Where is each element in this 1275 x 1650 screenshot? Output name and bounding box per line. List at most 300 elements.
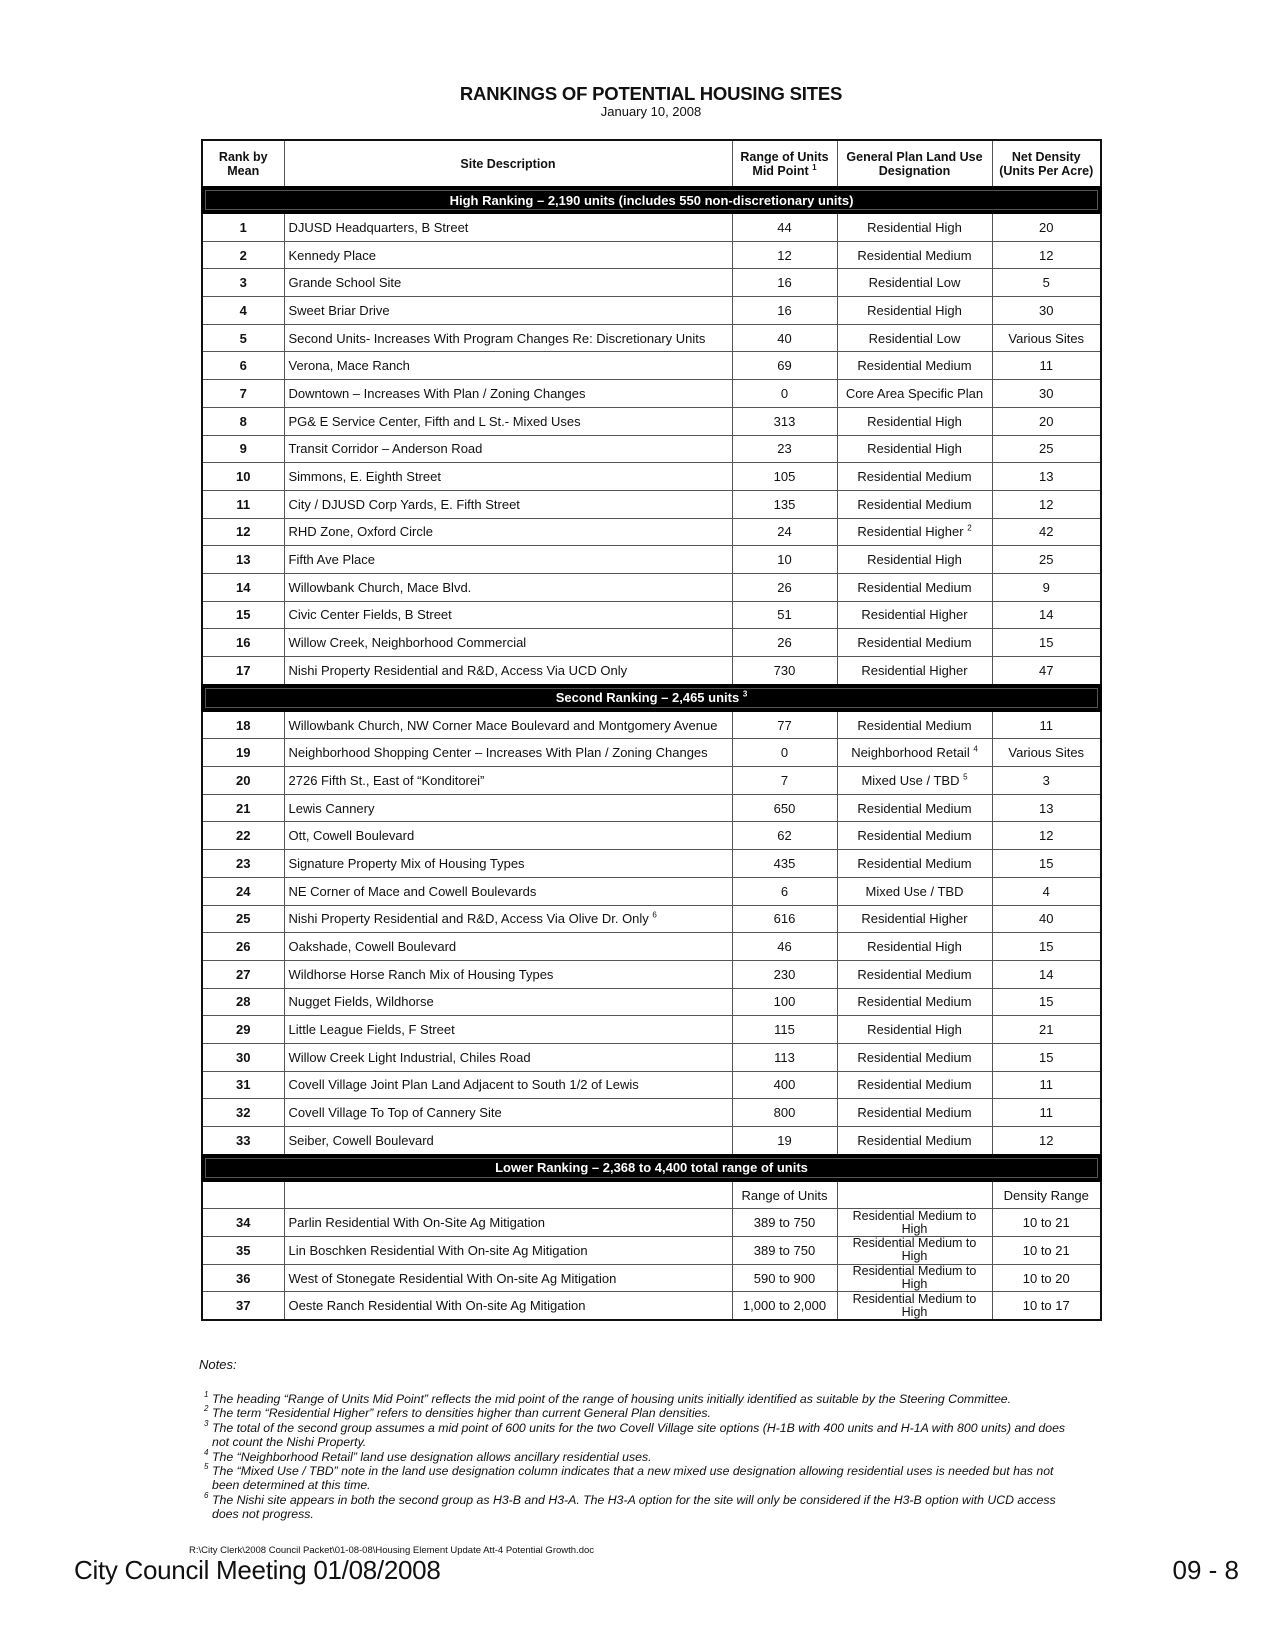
density-cell: 9 — [992, 573, 1101, 601]
land-use-text: Residential High — [867, 302, 962, 318]
table-row — [202, 988, 1101, 1016]
subheader-row — [202, 1181, 1101, 1209]
land-use-cell — [837, 657, 992, 685]
units-cell: 44 — [732, 213, 837, 241]
land-use-text: Residential Medium — [857, 358, 972, 374]
table-row — [202, 269, 1101, 297]
density-cell: 13 — [992, 794, 1101, 822]
footnote-ref: 2 — [967, 524, 972, 534]
land-use-text: Residential Medium to High — [852, 1236, 977, 1264]
site-description-text: PG& E Service Center, Fifth and L St.- Mixed Uses — [288, 413, 581, 429]
rank-cell: 18 — [202, 711, 284, 739]
rank-cell: 6 — [202, 352, 284, 380]
units-cell: 26 — [732, 629, 837, 657]
land-use-text: Residential Medium — [857, 1132, 972, 1148]
site-description-text: Neighborhood Shopping Center – Increases With Plan / Zoning Changes — [288, 745, 708, 761]
density-cell: 20 — [992, 407, 1101, 435]
section-label — [202, 685, 1101, 711]
land-use-text: Residential Medium — [857, 994, 972, 1010]
site-description-text: City / DJUSD Corp Yards, E. Fifth Street — [288, 496, 520, 512]
land-use-cell — [837, 601, 992, 629]
units-cell: 0 — [732, 380, 837, 408]
site-description-text: Wildhorse Horse Ranch Mix of Housing Types — [288, 966, 554, 982]
meeting-footer: City Council Meeting 01/08/2008 — [74, 1555, 441, 1585]
density-cell: 10 to 21 — [992, 1209, 1101, 1237]
land-use-text: Residential High — [867, 939, 962, 955]
site-description-text: DJUSD Headquarters, B Street — [288, 219, 469, 235]
site-description-text: Signature Property Mix of Housing Types — [288, 855, 525, 871]
table-row — [202, 407, 1101, 435]
units-cell: 12 — [732, 241, 837, 269]
site-description-text: 2726 Fifth St., East of “Konditorei” — [288, 772, 485, 788]
site-description-text: Downtown – Increases With Plan / Zoning Changes — [288, 385, 586, 401]
table-row — [202, 1264, 1101, 1292]
table-row — [202, 739, 1101, 767]
site-description — [284, 269, 732, 297]
footnote-ref: 6 — [652, 911, 657, 921]
site-description — [284, 850, 732, 878]
site-description — [284, 1043, 732, 1071]
units-cell: 24 — [732, 518, 837, 546]
site-description-text: Transit Corridor – Anderson Road — [288, 441, 483, 457]
land-use-cell — [837, 988, 992, 1016]
land-use-text: Core Area Specific Plan — [845, 385, 984, 401]
density-cell: 5 — [992, 269, 1101, 297]
density-cell: 12 — [992, 822, 1101, 850]
note-item — [204, 1464, 1084, 1493]
site-description — [284, 352, 732, 380]
table-row — [202, 1016, 1101, 1044]
footnote-number: 4 — [204, 1447, 209, 1457]
table-row — [202, 241, 1101, 269]
site-description — [284, 1016, 732, 1044]
land-use-cell — [837, 1016, 992, 1044]
density-cell: 4 — [992, 877, 1101, 905]
site-description-text: Oakshade, Cowell Boulevard — [288, 939, 457, 955]
table-row — [202, 1209, 1101, 1237]
table-body — [202, 187, 1101, 1320]
land-use-cell — [837, 1292, 992, 1320]
site-description-text: Willow Creek, Neighborhood Commercial — [288, 635, 527, 651]
density-cell: 12 — [992, 490, 1101, 518]
land-use-text: Residential Higher — [861, 911, 968, 927]
table-row — [202, 1043, 1101, 1071]
rank-cell: 15 — [202, 601, 284, 629]
land-use-text: Residential Medium — [857, 966, 972, 982]
site-description-text: Second Units- Increases With Program Changes Re: Discretionary Units — [288, 330, 706, 346]
site-description — [284, 573, 732, 601]
site-description — [284, 1264, 732, 1292]
footnote-number: 2 — [204, 1404, 209, 1414]
rank-cell: 9 — [202, 435, 284, 463]
rank-cell: 22 — [202, 822, 284, 850]
land-use-text: Residential Medium — [857, 800, 972, 816]
land-use-text: Residential Higher — [861, 607, 968, 623]
land-use-text: Mixed Use / TBD — [865, 883, 964, 899]
units-cell: 100 — [732, 988, 837, 1016]
site-description — [284, 380, 732, 408]
header-units — [732, 140, 837, 187]
table-header-row — [202, 140, 1101, 187]
units-cell: 16 — [732, 269, 837, 297]
site-description-text: Seiber, Cowell Boulevard — [288, 1132, 434, 1148]
site-description — [284, 767, 732, 795]
land-use-text: Neighborhood Retail — [851, 745, 970, 761]
table-row — [202, 877, 1101, 905]
site-description-text: RHD Zone, Oxford Circle — [288, 524, 433, 540]
land-use-cell — [837, 435, 992, 463]
land-use-text: Residential Higher — [857, 524, 964, 540]
density-cell: Various Sites — [992, 739, 1101, 767]
rank-cell: 7 — [202, 380, 284, 408]
page-number: 09 - 8 — [1172, 1555, 1239, 1585]
density-cell: 14 — [992, 601, 1101, 629]
table-row — [202, 960, 1101, 988]
density-cell: 15 — [992, 1043, 1101, 1071]
table-row — [202, 822, 1101, 850]
rank-cell: 13 — [202, 546, 284, 574]
section-label-text: Second Ranking – 2,465 units — [555, 690, 740, 706]
footnote-number: 5 — [204, 1462, 209, 1472]
site-description — [284, 1292, 732, 1320]
site-description-text: Grande School Site — [288, 275, 402, 291]
subheader-rank-empty — [202, 1181, 284, 1209]
rank-cell: 33 — [202, 1127, 284, 1155]
site-description — [284, 297, 732, 325]
rank-cell: 8 — [202, 407, 284, 435]
site-description — [284, 490, 732, 518]
site-description — [284, 711, 732, 739]
site-description-text: Willowbank Church, NW Corner Mace Boulevard and Montgomery Avenue — [288, 717, 718, 733]
rank-cell: 34 — [202, 1209, 284, 1237]
density-cell: 15 — [992, 850, 1101, 878]
units-cell: 26 — [732, 573, 837, 601]
units-cell: 19 — [732, 1127, 837, 1155]
site-description — [284, 1127, 732, 1155]
rank-cell: 32 — [202, 1099, 284, 1127]
table-row — [202, 1071, 1101, 1099]
site-description-text: Nishi Property Residential and R&D, Access Via UCD Only — [288, 662, 628, 678]
site-description-text: Willow Creek Light Industrial, Chiles Road — [288, 1049, 531, 1065]
site-description-text: Fifth Ave Place — [288, 552, 375, 568]
land-use-cell — [837, 546, 992, 574]
land-use-cell — [837, 1127, 992, 1155]
document-title: RANKINGS OF POTENTIAL HOUSING SITES — [459, 83, 843, 104]
rank-cell: 11 — [202, 490, 284, 518]
table-row — [202, 297, 1101, 325]
land-use-cell — [837, 877, 992, 905]
site-description — [284, 657, 732, 685]
rank-cell: 37 — [202, 1292, 284, 1320]
land-use-cell — [837, 822, 992, 850]
footnote-ref: 3 — [742, 689, 748, 699]
section-band — [202, 187, 1101, 213]
note-item — [204, 1392, 1084, 1406]
land-use-text: Residential Medium to High — [852, 1291, 977, 1319]
table-row — [202, 1292, 1101, 1320]
site-description — [284, 435, 732, 463]
table-row — [202, 490, 1101, 518]
rank-cell: 12 — [202, 518, 284, 546]
site-description-text: Nishi Property Residential and R&D, Access Via Olive Dr. Only — [288, 911, 649, 927]
land-use-text: Residential Low — [868, 330, 961, 346]
document-date: January 10, 2008 — [600, 104, 702, 119]
density-cell: 11 — [992, 1099, 1101, 1127]
site-description — [284, 1209, 732, 1237]
land-use-cell — [837, 794, 992, 822]
density-cell: 20 — [992, 213, 1101, 241]
units-cell: 23 — [732, 435, 837, 463]
note-text: The total of the second group assumes a mid point of 600 units for the two Covell Village site options (H-1B with 400 units and H-1A with 800 units) and does not count the Nishi Property. — [212, 1420, 1066, 1450]
table-row — [202, 767, 1101, 795]
land-use-text: Residential Medium — [857, 635, 972, 651]
site-description — [284, 960, 732, 988]
density-cell: 25 — [992, 546, 1101, 574]
site-description — [284, 933, 732, 961]
site-description-text: Civic Center Fields, B Street — [288, 607, 452, 623]
density-cell: 30 — [992, 297, 1101, 325]
site-description-text: Little League Fields, F Street — [288, 1022, 455, 1038]
units-cell: 0 — [732, 739, 837, 767]
land-use-cell — [837, 905, 992, 933]
land-use-text: Residential Medium — [857, 1049, 972, 1065]
land-use-text: Residential Medium to High — [852, 1264, 977, 1292]
rank-cell: 23 — [202, 850, 284, 878]
density-cell: 12 — [992, 1127, 1101, 1155]
units-cell: 730 — [732, 657, 837, 685]
land-use-text: Residential Medium — [857, 828, 972, 844]
density-cell: 15 — [992, 629, 1101, 657]
land-use-text: Residential High — [867, 219, 962, 235]
notes-list — [204, 1392, 1084, 1522]
site-description — [284, 1237, 732, 1265]
units-cell: 616 — [732, 905, 837, 933]
footnote-ref: 5 — [963, 772, 968, 782]
subheader-density: Density Range — [992, 1181, 1101, 1209]
rank-cell: 36 — [202, 1264, 284, 1292]
table-row — [202, 601, 1101, 629]
table-row — [202, 933, 1101, 961]
notes-label: Notes: — [199, 1357, 237, 1372]
land-use-cell — [837, 573, 992, 601]
units-cell: 10 — [732, 546, 837, 574]
site-description — [284, 629, 732, 657]
density-cell: 11 — [992, 1071, 1101, 1099]
site-description — [284, 1099, 732, 1127]
land-use-cell — [837, 960, 992, 988]
units-cell: 46 — [732, 933, 837, 961]
site-description-text: NE Corner of Mace and Cowell Boulevards — [288, 883, 537, 899]
header-site-description: Site Description — [284, 140, 732, 187]
land-use-cell — [837, 711, 992, 739]
density-cell: 42 — [992, 518, 1101, 546]
units-cell: 230 — [732, 960, 837, 988]
land-use-text: Residential High — [867, 552, 962, 568]
section-band — [202, 1155, 1101, 1181]
rank-cell: 10 — [202, 463, 284, 491]
site-description — [284, 739, 732, 767]
land-use-cell — [837, 629, 992, 657]
site-description-text: Sweet Briar Drive — [288, 302, 390, 318]
section-label-text: Lower Ranking – 2,368 to 4,400 total range of units — [495, 1160, 808, 1176]
density-cell: 15 — [992, 933, 1101, 961]
land-use-text: Residential High — [867, 1022, 962, 1038]
note-text: The “Mixed Use / TBD” note in the land use designation column indicates that a new mixed use designation allowing residential uses is needed but has not been determined at this time. — [212, 1464, 1054, 1493]
site-description-text: Lewis Cannery — [288, 800, 375, 816]
site-description — [284, 1071, 732, 1099]
land-use-cell — [837, 933, 992, 961]
subheader-land-use-empty — [837, 1181, 992, 1209]
site-description-text: Ott, Cowell Boulevard — [288, 828, 415, 844]
rank-cell: 4 — [202, 297, 284, 325]
units-cell: 650 — [732, 794, 837, 822]
density-cell: 25 — [992, 435, 1101, 463]
footnote-number: 6 — [204, 1490, 209, 1500]
land-use-text: Residential Medium — [857, 496, 972, 512]
units-cell: 113 — [732, 1043, 837, 1071]
land-use-text: Residential Medium — [857, 247, 972, 263]
land-use-cell — [837, 380, 992, 408]
site-description-text: West of Stonegate Residential With On-site Ag Mitigation — [288, 1270, 617, 1286]
rank-cell: 35 — [202, 1237, 284, 1265]
density-cell: 10 to 17 — [992, 1292, 1101, 1320]
site-description — [284, 407, 732, 435]
subheader-site-empty — [284, 1181, 732, 1209]
rank-cell: 16 — [202, 629, 284, 657]
density-cell: 47 — [992, 657, 1101, 685]
note-item — [204, 1490, 1084, 1522]
table-row — [202, 546, 1101, 574]
site-description — [284, 324, 732, 352]
land-use-text: Residential Higher — [861, 662, 968, 678]
density-cell: 15 — [992, 988, 1101, 1016]
note-item — [204, 1406, 1084, 1420]
density-cell: 30 — [992, 380, 1101, 408]
header-rank: Rank by Mean — [202, 140, 284, 187]
site-description-text: Lin Boschken Residential With On-site Ag Mitigation — [288, 1242, 588, 1258]
table-row — [202, 905, 1101, 933]
density-cell: 14 — [992, 960, 1101, 988]
section-label-text: High Ranking – 2,190 units (includes 550 non-discretionary units) — [449, 192, 854, 208]
land-use-cell — [837, 739, 992, 767]
land-use-cell — [837, 1209, 992, 1237]
land-use-cell — [837, 213, 992, 241]
land-use-cell — [837, 1071, 992, 1099]
header-density: Net Density (Units Per Acre) — [992, 140, 1101, 187]
site-description-text: Oeste Ranch Residential With On-site Ag Mitigation — [288, 1298, 586, 1314]
footnote-ref: 1 — [812, 162, 817, 172]
subheader-units: Range of Units — [732, 1181, 837, 1209]
rankings-table — [201, 139, 1102, 1321]
note-text: The Nishi site appears in both the second group as H3-B and H3-A. The H3-A option for the site will only be considered if the H3-B option with UCD access does not progress. — [212, 1492, 1056, 1522]
land-use-cell — [837, 767, 992, 795]
note-text: The “Neighborhood Retail” land use designation allows ancillary residential uses. — [212, 1449, 652, 1464]
note-text: The heading “Range of Units Mid Point” reflects the mid point of the range of housing units initially identified as suitable by the Steering Committee. — [212, 1392, 1012, 1406]
density-cell: 40 — [992, 905, 1101, 933]
land-use-text: Residential Medium — [857, 1077, 972, 1093]
land-use-cell — [837, 490, 992, 518]
section-label — [202, 187, 1101, 213]
site-description — [284, 601, 732, 629]
table-row — [202, 1127, 1101, 1155]
table-row — [202, 352, 1101, 380]
rank-cell: 29 — [202, 1016, 284, 1044]
note-item — [204, 1447, 1084, 1464]
rank-cell: 3 — [202, 269, 284, 297]
land-use-text: Residential Medium to High — [852, 1208, 977, 1236]
units-cell: 313 — [732, 407, 837, 435]
units-cell: 590 to 900 — [732, 1264, 837, 1292]
footnote-number: 1 — [204, 1390, 209, 1399]
table-row — [202, 1237, 1101, 1265]
rank-cell: 2 — [202, 241, 284, 269]
density-cell: Various Sites — [992, 324, 1101, 352]
land-use-text: Residential Low — [868, 275, 961, 291]
site-description — [284, 546, 732, 574]
site-description-text: Kennedy Place — [288, 247, 376, 263]
rank-cell: 25 — [202, 905, 284, 933]
rank-cell: 31 — [202, 1071, 284, 1099]
table-row — [202, 380, 1101, 408]
units-cell: 135 — [732, 490, 837, 518]
density-cell: 21 — [992, 1016, 1101, 1044]
header-units-label: Range of Units Mid Point — [740, 149, 829, 178]
site-description — [284, 822, 732, 850]
units-cell: 7 — [732, 767, 837, 795]
section-band — [202, 685, 1101, 711]
units-cell: 51 — [732, 601, 837, 629]
table-row — [202, 1099, 1101, 1127]
rank-cell: 30 — [202, 1043, 284, 1071]
footnote-ref: 4 — [973, 744, 978, 754]
table-row — [202, 657, 1101, 685]
units-cell: 40 — [732, 324, 837, 352]
land-use-cell — [837, 1043, 992, 1071]
units-cell: 400 — [732, 1071, 837, 1099]
table-row — [202, 850, 1101, 878]
land-use-text: Residential High — [867, 441, 962, 457]
section-label — [202, 1155, 1101, 1181]
land-use-cell — [837, 518, 992, 546]
rank-cell: 21 — [202, 794, 284, 822]
site-description-text: Nugget Fields, Wildhorse — [288, 994, 434, 1010]
site-description — [284, 518, 732, 546]
land-use-cell — [837, 1099, 992, 1127]
table-row — [202, 463, 1101, 491]
rank-cell: 5 — [202, 324, 284, 352]
site-description — [284, 463, 732, 491]
rank-cell: 17 — [202, 657, 284, 685]
land-use-cell — [837, 1264, 992, 1292]
units-cell: 6 — [732, 877, 837, 905]
rank-cell: 26 — [202, 933, 284, 961]
land-use-cell — [837, 1237, 992, 1265]
units-cell: 435 — [732, 850, 837, 878]
units-cell: 115 — [732, 1016, 837, 1044]
units-cell: 389 to 750 — [732, 1209, 837, 1237]
land-use-cell — [837, 850, 992, 878]
units-cell: 1,000 to 2,000 — [732, 1292, 837, 1320]
land-use-text: Residential Medium — [857, 579, 972, 595]
land-use-text: Residential Medium — [857, 855, 972, 871]
land-use-text: Residential High — [867, 413, 962, 429]
units-cell: 16 — [732, 297, 837, 325]
units-cell: 62 — [732, 822, 837, 850]
land-use-cell — [837, 269, 992, 297]
table-row — [202, 324, 1101, 352]
rank-cell: 24 — [202, 877, 284, 905]
rank-cell: 19 — [202, 739, 284, 767]
